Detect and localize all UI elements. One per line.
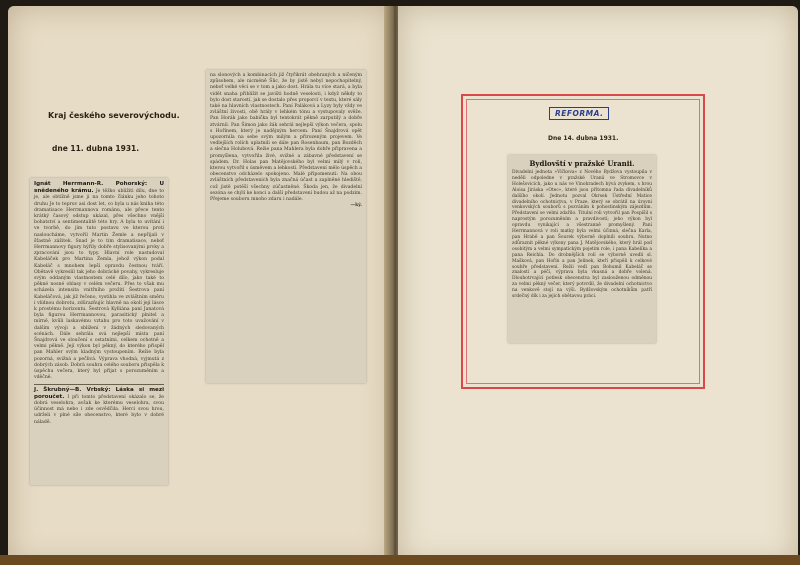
clipping-one-lead: Ignát Herrmann-R. Pohorský: U snědeného krámu. [34,181,164,195]
clipping-middle-column [206,70,366,383]
clipping-two [34,387,164,426]
left-date: dne 11. dubna 1931. [52,144,140,153]
right-date: Dne 14. dubna 1931. [548,135,619,142]
clipping-left-column [30,178,168,485]
clipping-one-text: Je těžko ublížiti dílu, dne to je, ale obtížně jsme ji na tomto článku jeho tohoto druhu Je to tepruv asi dost let, co byla u nás kniha této dramatisace Herrmannova románu, ale přece tento krátký časový odstup ukázal, přes všechno vnější bohatství a sentimentalitě této hry. A byla to uvítání i ve tvorbě, do jím tuto postavu ve kterou proti nasloucháme, vytvořil Martin Žemle a nepřijali v šťastně zážitek. Snad je to tím dramatisace, neboť Herrmannovy figury hýřily dobře stylisovanými prvky a zpracování jsou to typy. Hlavní role nastudoval Kabeláček pro Martina Žemla, jehož výkon podal Kabeláč s mnohem lepší opravdu čestnou tváří. Obětavě vykreslil tak jeho dobrácké povahy, vykresluje svým oddaným vlastnostem celé dílo, jako také to pěkné nosné ohlasy v celém večeru. Přes to však mu scházela intensita vnitřního prožití Šestrova paní Kabeláčová, jak již řečeno, vystihla ve zvláštním směru i vlídnou dobrotu, zdůrazňujíc hlavně na okolí její lásce k prostému horizontu. Šestrová Kylliána paní Janatová byla figurou Herrmannovou, parasitický plnitel a mírně, kvůli laskavému vztahu pro toto uvažování v dalším vývoji a sblížení v žádných sledovaných scénách. Dále sehrála svá nejlepší místa paní Šnajdrová ve sloučení s ostatními, celkem ochotně a velmi pěkně. Její výkon byl pěkný, do kterého přispěl pan Mahler svým kladným vystoupením. Režie byla pozorná, svižná a pečlivá. Výprava vhodná, vyjmutá z dobrých zásob. Dobrá souhra celého souboru přispěla k úspěchu večera, který byl přijat s porozuměním a vděčně. [34,189,164,381]
article-text: Divadelní jednota »Vlčkova« z Nového Bydžova vystoupila v neděli odpoledne v pražské Uranii ve Stromovce v Holešovicích, jako u nás ve Vinohradech bývá zvykem, s hrou Aloisa Jiráska »Otec«, které jsou přítomna řada divadelníků dalšího okolí. Jednotu pozval Okrsek Ústřední Matice divadelního ochotnictva, v Praze, který se obrátil na úrovni venkovských souborů s pozváním k pohostinským zájezdům. Představení se velmi zdařilo. Titulní roli vytvořil pan Pospíšil s naprostým porozuměním a pravdivostí; jeho výkon byl opravdu vynikající a všestranně promyšlený. Paní Herrmannová v roli matky byla velmi účinná, slečna Karla, pan Hrabě a pan Šourek výborně doplnili souhru. Nutno zdůraznit pěkné výkony pana J. Matějovského, který hrál pod osobitým a velmi sympatickým pojetím role, i pana Kabelíka a pana Reichla. Do drobnějších rolí se výborně uvedli sl. Mašková, pan Hořín a pan Jelínek, kteří přispěli k celkové souhře představení. Režii vedl pan Bohumil Kabeláč se znalostí a péčí, výprava byla vkusná a dobře volená. Dlouhotrvající potlesk obecenstva byl zaslouženou odměnou za velmi pěkný večer, který potvrdil, že divadelní ochotnictvo na venkově stojí na výši. Bydžovským ochotníkům patří srdečný dík i za jejich obětavou práci. [512,170,652,300]
clipping-separator [34,384,164,385]
clipping-one [34,181,164,382]
reforma-stamp: REFORMA. [549,107,609,120]
clipping-two-text: I při tomto představení okázalo se, že dobrá veselohra, avšak ke kterému veselohra, svou účinnost má nebo i zde osvědčila. Herci svou hrou, udrželi v plné síle obecenstvo, které bylo v dobré náladě. [34,394,164,425]
clipping-three-signature: —ký. [350,203,362,209]
clipping-two-lead: J. Škrubný—B. Vrbský: Láska si mezi poroučet. [34,386,164,400]
article-title: Bydlovští v pražské Uranii. [529,159,635,168]
clipping-right-article [508,155,656,343]
section-heading: Kraj českého severovýchodu. [48,111,180,120]
clipping-three-text: na slonových a kombinacích již čtyřikrát obehraných a ničeným způsobem, ale nicméně Šlic, že by jistě nebyl nepochopitelný, neboť velké věci se v tom a jako dost. Hrála tu více stará, a byla vidět snaha přiblížit se javišti hodně veselosti, i když někdy to bylo dost starostí, jak se dostalo přes proporcí v textu, které sály také na hlavních vlastnostech. Paní Paláková a Lyzy byly vždy ve zvláštní živosti, obě hrály v lehkém tónu a vystupovaly svěže. Pan Horák jako babička byl tentokrát pěkně zarputilý a dobře ztvárnil. Pan Šimon jako žák sehrál nejlepší výkon večera, spolu s Hořínem, který je nadějným hercem. Paní Šnajdrová opět upozornila na sebe svým milým a přirozeným projevem. Ve vedlejších rolích uplatnili se dále pan Rosenbaum, pan Bozděch a slečna Holubová. Režie pana Mahlera byla dobře připravena a promyšlena, vytvořila živé, svižné a zábavné představení se spádem. Dr. Holas pan Matějovského byl velmi milý v roli, kterou vytvořil s úsměvem a lehkostí. Představení mělo úspěch a obecenstvo odcházelo spokojeno. Malé připomenutí: Na obou zvláštních představeních byla značná účast a zaplněné hlediště, což jistě potěší všechny zúčastněné. Škoda jen, že divadelní sezóna se chýlí ke konci a další představení budou až na podzim. Přejeme souboru mnoho zdaru i nadále. [210,73,362,203]
table-edge [0,555,800,565]
